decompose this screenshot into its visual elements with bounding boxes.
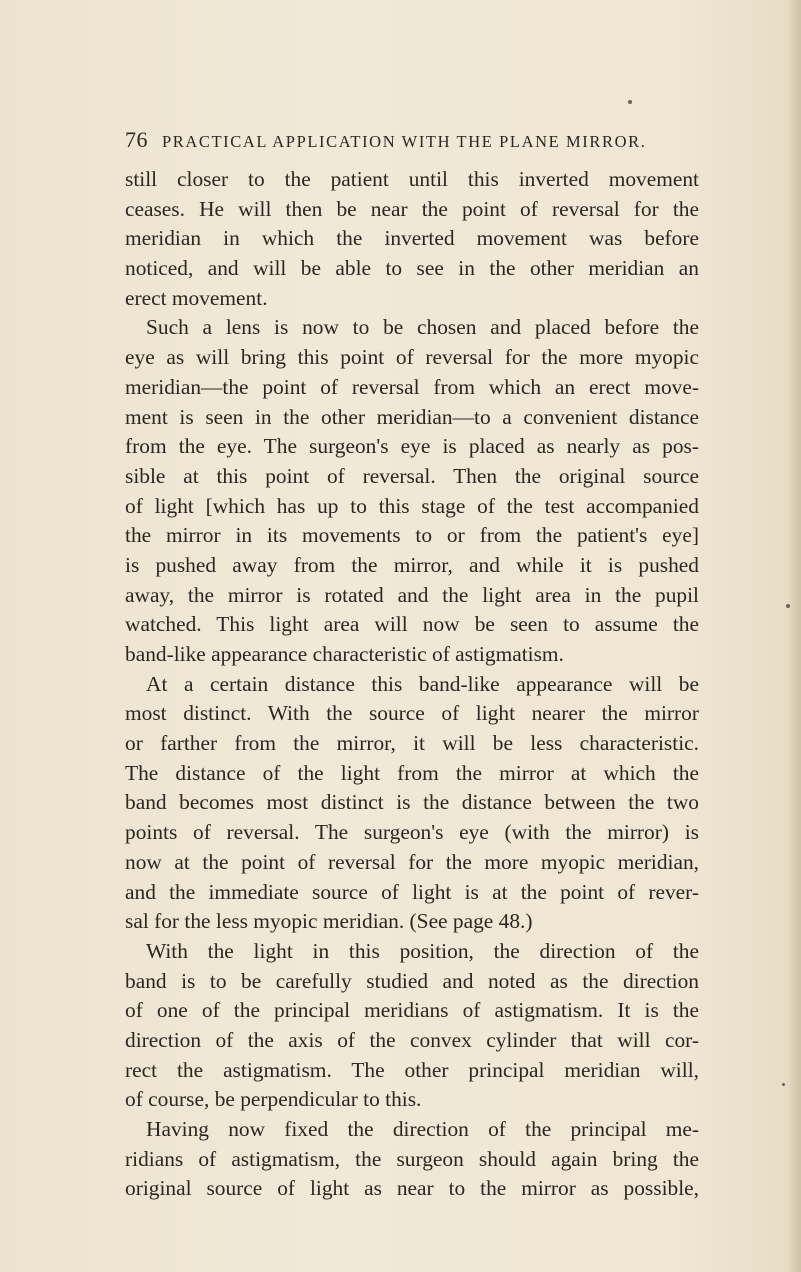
text-line: and the immediate source of light is at the point of rever- bbox=[125, 879, 699, 904]
text-line: is pushed away from the mirror, and while it is pushed bbox=[125, 552, 699, 577]
paper-speck bbox=[786, 604, 790, 608]
text-line: ment is seen in the other meridian—to a convenient distance bbox=[125, 404, 699, 429]
page-edge-shadow bbox=[787, 0, 801, 1272]
paper-speck bbox=[628, 100, 632, 104]
text-line: band becomes most distinct is the distance between the two bbox=[125, 790, 699, 815]
text-line: sible at this point of reversal. Then the original source bbox=[125, 463, 699, 488]
running-head: PRACTICAL APPLICATION WITH THE PLANE MIRROR. bbox=[162, 132, 647, 151]
paragraph-start-line: Having now fixed the direction of the principal me- bbox=[146, 1117, 699, 1141]
text-line: band-like appearance characteristic of astigmatism. bbox=[125, 642, 564, 666]
text-line: eye as will bring this point of reversal for the more myopic bbox=[125, 345, 699, 370]
text-line: of light [which has up to this stage of the test accompanied bbox=[125, 493, 699, 518]
text-line: ceases. He will then be near the point of reversal for the bbox=[125, 196, 699, 221]
text-line: sal for the less myopic meridian. (See page 48.) bbox=[125, 909, 533, 934]
text-line: ridians of astigmatism, the surgeon should again bring the bbox=[125, 1146, 699, 1171]
text-line: The distance of the light from the mirror at which the bbox=[125, 760, 699, 785]
text-line: of course, be perpendicular to this. bbox=[125, 1087, 422, 1112]
paper-speck bbox=[782, 1083, 785, 1086]
text-line: watched. This light area will now be seen to assume the bbox=[125, 612, 699, 637]
text-line: points of reversal. The surgeon's eye (with the mirror) is bbox=[125, 820, 699, 845]
paragraph-start-line: At a certain distance this band-like appearance will be bbox=[146, 671, 699, 696]
text-line: original source of light as near to the mirror as possible, bbox=[125, 1176, 699, 1201]
text-line: rect the astigmatism. The other principal meridian will, bbox=[125, 1057, 699, 1082]
text-line: away, the mirror is rotated and the light area in the pupil bbox=[125, 582, 699, 607]
body-text bbox=[125, 165, 699, 1204]
text-line: direction of the axis of the convex cylinder that will cor- bbox=[125, 1027, 699, 1052]
text-line: meridian in which the inverted movement was before bbox=[125, 226, 699, 251]
text-line: still closer to the patient until this inverted movement bbox=[125, 167, 699, 191]
text-line: the mirror in its movements to or from the patient's eye] bbox=[125, 523, 699, 548]
text-line: noticed, and will be able to see in the other meridian an bbox=[125, 256, 699, 281]
text-line: or farther from the mirror, it will be less characteristic. bbox=[125, 731, 699, 756]
text-line: now at the point of reversal for the more myopic meridian, bbox=[125, 849, 699, 874]
page-number: 76 bbox=[125, 127, 148, 152]
text-line: from the eye. The surgeon's eye is placed as nearly as pos- bbox=[125, 434, 699, 459]
text-line: most distinct. With the source of light nearer the mirror bbox=[125, 701, 699, 726]
page-header bbox=[125, 127, 685, 157]
paragraph-start-line: With the light in this position, the direction of the bbox=[146, 938, 699, 963]
text-line: band is to be carefully studied and noted as the direction bbox=[125, 968, 699, 993]
text-line: meridian—the point of reversal from which an erect move- bbox=[125, 374, 699, 399]
paragraph-start-line: Such a lens is now to be chosen and placed before the bbox=[146, 315, 699, 340]
text-line: erect movement. bbox=[125, 285, 268, 310]
text-line: of one of the principal meridians of astigmatism. It is the bbox=[125, 998, 699, 1023]
